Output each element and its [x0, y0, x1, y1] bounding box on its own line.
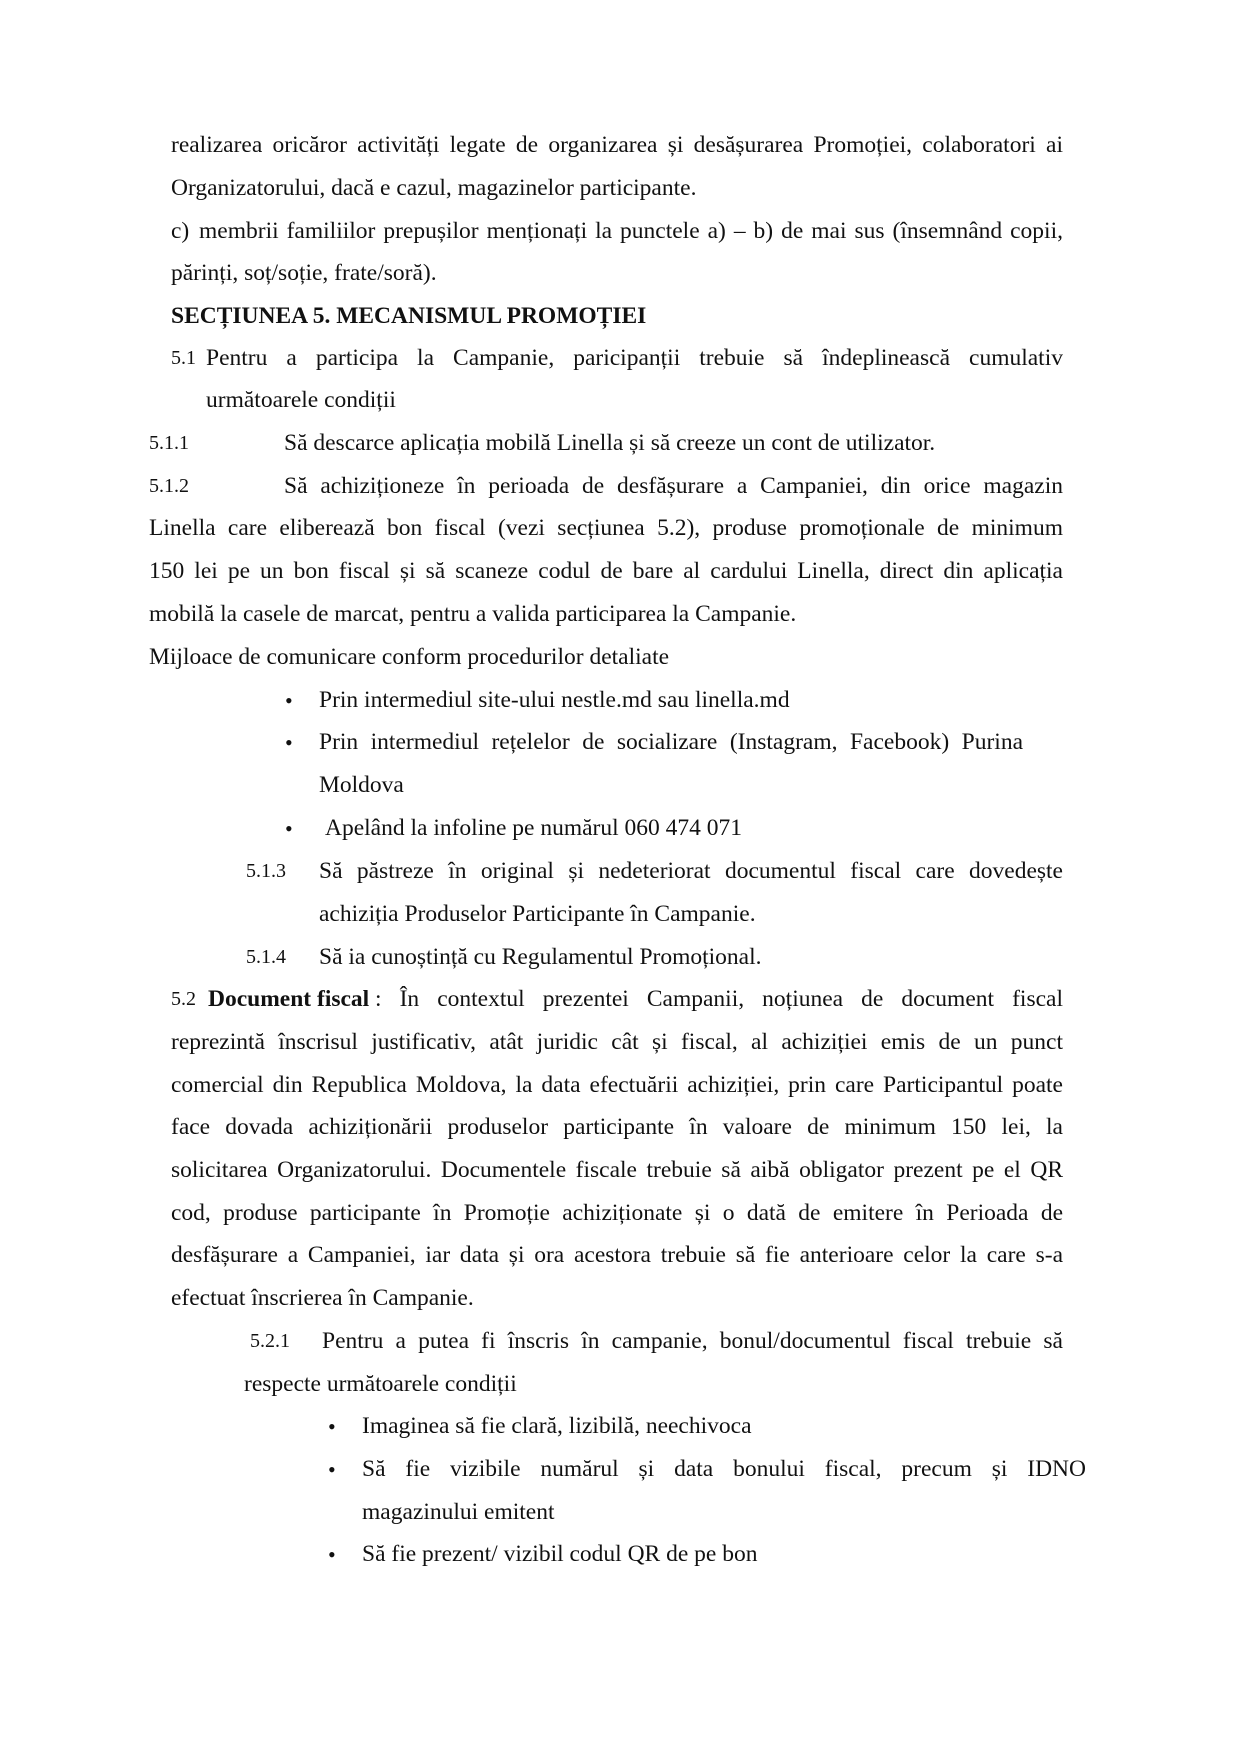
bullet-icon: •	[328, 1542, 336, 1567]
bullet-icon: •	[285, 730, 293, 755]
para-5-1-2-number: 5.1.2	[149, 475, 189, 497]
para-5-2-line-4: face dovada achiziționării produselor participante în valoare de minimum 150 lei, la	[171, 1114, 1063, 1140]
para-5-2-line-3: comercial din Republica Moldova, la data efectuării achiziției, prin care Participantul poate	[171, 1072, 1063, 1098]
para-5-1-3-line-1: Să păstreze în original și nedeteriorat documentul fiscal care dovedește	[319, 858, 1063, 884]
para-5-1-1-text: Să descarce aplicația mobilă Linella și să creeze un cont de utilizator.	[284, 430, 936, 456]
para-5-2-line-5: solicitarea Organizatorului. Documentele fiscale trebuie să aibă obligator prezent pe el QR	[171, 1157, 1063, 1183]
section-5-heading: SECȚIUNEA 5. MECANISMUL PROMOȚIEI	[171, 303, 647, 329]
para-5-1-3-line-2: achiziția Produselor Participante în Campanie.	[319, 901, 756, 927]
para-5-1-line-1: Pentru a participa la Campanie, paricipanții trebuie să îndeplinească cumulativ	[206, 345, 1063, 371]
para-5-2-number: 5.2	[171, 988, 196, 1010]
item-c-marker: c)	[171, 218, 190, 244]
communication-item-2-line-1: Prin intermediul rețelelor de socializare (Instagram, Facebook) Purina	[319, 729, 1023, 755]
para-5-2-1-line-2: respecte următoarele condiții	[244, 1371, 517, 1397]
para-5-1-line-2: următoarele condiții	[206, 387, 396, 413]
communication-item-1: Prin intermediul site-ului nestle.md sau linella.md	[319, 687, 790, 713]
condition-item-2-line-1: Să fie vizibile numărul și data bonului fiscal, precum și IDNO	[362, 1456, 1086, 1482]
para-5-1-1-number: 5.1.1	[149, 432, 189, 454]
para-5-2-line-6: cod, produse participante în Promoție achiziționate și o dată de emitere în Perioada de	[171, 1200, 1063, 1226]
para-5-1-2-line-1: Să achiziționeze în perioada de desfășurare a Campaniei, din orice magazin	[284, 473, 1063, 499]
para-5-2-1-line-1: Pentru a putea fi înscris în campanie, bonul/documentul fiscal trebuie să	[322, 1328, 1063, 1354]
condition-item-1: Imaginea să fie clară, lizibilă, neechivoca	[362, 1413, 752, 1439]
para-5-1-2-line-4: mobilă la casele de marcat, pentru a valida participarea la Campanie.	[149, 601, 797, 627]
condition-item-2-line-2: magazinului emitent	[362, 1499, 555, 1525]
intro-line-1: realizarea oricăror activități legate de organizarea și desășurarea Promoției, colaboratori ai	[171, 132, 1063, 158]
para-5-1-2-line-3: 150 lei pe un bon fiscal și să scaneze codul de bare al cardului Linella, direct din aplicația	[149, 558, 1063, 584]
para-5-2-line-7: desfășurare a Campaniei, iar data și ora acestora trebuie să fie anterioare celor la care s-a	[171, 1242, 1063, 1268]
item-c-line-1: membrii familiilor prepușilor menționați la punctele a) – b) de mai sus (însemnând copii,	[199, 218, 1063, 244]
item-c-line-2: părinți, soț/soție, frate/soră).	[171, 260, 437, 286]
intro-line-2: Organizatorului, dacă e cazul, magazinelor participante.	[171, 175, 697, 201]
para-5-2-label: Document fiscal	[208, 986, 370, 1012]
bullet-icon: •	[328, 1457, 336, 1482]
communication-intro: Mijloace de comunicare conform procedurilor detaliate	[149, 644, 670, 670]
para-5-2-line-2: reprezintă înscrisul justificativ, atât juridic cât și fiscal, al achiziției emis de un punct	[171, 1029, 1063, 1055]
para-5-2-1-number: 5.2.1	[250, 1330, 290, 1352]
para-5-1-number: 5.1	[171, 347, 196, 369]
communication-item-3: Apelând la infoline pe numărul 060 474 071	[325, 815, 743, 841]
para-5-1-2-line-2: Linella care eliberează bon fiscal (vezi secțiunea 5.2), produse promoționale de minimum	[149, 515, 1063, 541]
para-5-2-line-8: efectuat înscrierea în Campanie.	[171, 1285, 474, 1311]
bullet-icon: •	[285, 816, 293, 841]
condition-item-3: Să fie prezent/ vizibil codul QR de pe bon	[362, 1541, 758, 1567]
bullet-icon: •	[328, 1414, 336, 1439]
communication-item-2-line-2: Moldova	[319, 772, 404, 798]
para-5-1-4-text: Să ia cunoștință cu Regulamentul Promoțional.	[319, 944, 762, 970]
bullet-icon: •	[285, 688, 293, 713]
para-5-2-line-1: : În contextul prezentei Campanii, noțiunea de document fiscal	[375, 986, 1063, 1012]
para-5-1-3-number: 5.1.3	[246, 860, 286, 882]
para-5-1-4-number: 5.1.4	[246, 946, 286, 968]
